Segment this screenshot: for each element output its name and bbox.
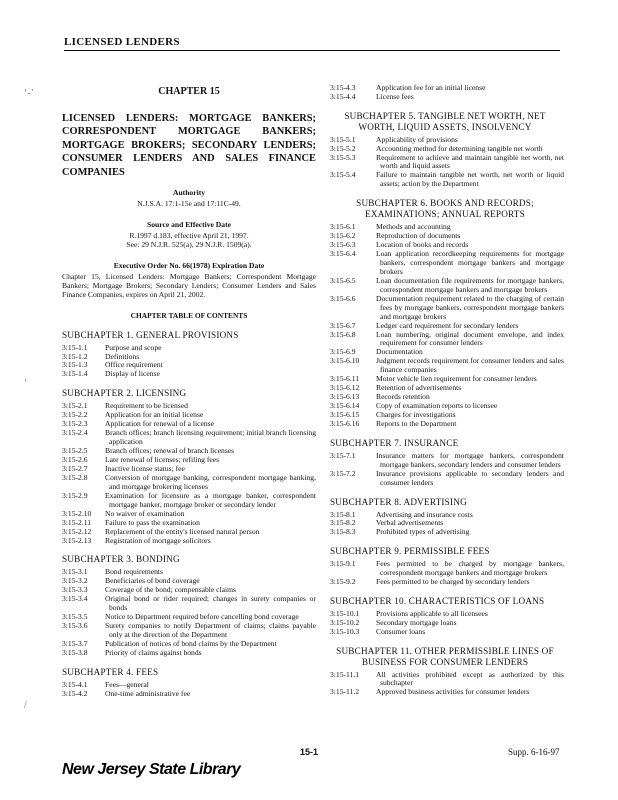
section-number: 3:15-10.2 [330, 617, 360, 627]
toc-entry [330, 619, 564, 628]
section-list [330, 610, 564, 637]
source-heading: Source and Effective Date [146, 220, 231, 230]
section-number: 3:15-6.16 [330, 419, 360, 429]
section-title: Definitions [105, 351, 140, 361]
section-number: 3:15-3.3 [62, 585, 88, 595]
toc-entry [330, 528, 564, 537]
section-number: 3:15-2.10 [62, 508, 92, 518]
section-title: Documentation requirement related to the charging of certain fees by mortgage bankers, correspondent mortgage bankers and mortgage brokers [376, 293, 564, 321]
section-number: 3:15-3.6 [62, 621, 88, 631]
toc-entry [62, 649, 316, 658]
toc-entry [330, 452, 564, 470]
subchapter-heading: SUBCHAPTER 6. BOOKS AND RECORDS; EXAMINATIONS; ANNUAL REPORTS [356, 198, 534, 220]
section-title: Accounting method for determining tangible net worth [376, 143, 543, 153]
margin-mark: ‘-’ [24, 88, 34, 99]
section-title: Inactive license status; fee [105, 463, 185, 473]
section-title: Office requirement [105, 360, 163, 370]
section-number: 3:15-6.3 [330, 239, 356, 249]
toc-entry [330, 84, 564, 93]
section-title: Loan numbering, original document envelope, and index requirement for consumer lenders [376, 329, 564, 348]
section-title: Original bond or rider required; changes in surety companies or bonds [105, 594, 316, 613]
subchapter-heading: SUBCHAPTER 8. ADVERTISING [330, 496, 467, 507]
section-title: Publication of notices of bond claims by the Department [105, 638, 277, 648]
section-title: Branch offices; renewal of branch licenses [105, 445, 235, 455]
section-number: 3:15-11.2 [330, 687, 360, 697]
section-number: 3:15-9.2 [330, 577, 356, 587]
section-number: 3:15-6.4 [330, 248, 356, 258]
section-title: Display of license [105, 369, 160, 379]
section-title: Requirement to be licensed [105, 401, 188, 411]
toc-entry [62, 370, 316, 379]
section-number: 3:15-2.8 [62, 472, 88, 482]
section-title: Coverage of the bond; compensable claims [105, 585, 236, 595]
subchapter-heading: SUBCHAPTER 7. INSURANCE [330, 437, 459, 448]
section-title: License fees [376, 91, 414, 101]
toc-entry [330, 688, 564, 697]
section-number: 3:15-2.2 [62, 410, 88, 420]
subchapter-heading: SUBCHAPTER 9. PERMISSIBLE FEES [330, 546, 490, 557]
section-number: 3:15-10.3 [330, 626, 360, 636]
section-title: Late renewal of licenses; refiling fees [105, 454, 220, 464]
section-number: 3:15-8.3 [330, 527, 356, 537]
supplement-date: Supp. 6-16-97 [508, 747, 560, 757]
section-list [330, 223, 564, 429]
section-number: 3:15-5.2 [330, 143, 356, 153]
section-title: Secondary mortgage loans [376, 617, 457, 627]
section-title: Reports to the Department [376, 419, 457, 429]
toc-entry [62, 353, 316, 362]
section-title: Requirement to achieve and maintain tangible net worth, net worth and liquid assets [376, 152, 564, 171]
exec-order-text: Chapter 15, Licensed Lenders: Mortgage Bankers; Correspondent Mortgage Bankers; Mortgage Brokers; Secondary Lenders; Consumer Lenders and Sales Finance Companies, expires on April 21, 2002. [62, 272, 316, 299]
section-number: 3:15-4.4 [330, 91, 356, 101]
chapter-number: CHAPTER 15 [158, 86, 220, 97]
section-number: 3:15-6.11 [330, 374, 360, 384]
section-number: 3:15-1.3 [62, 360, 88, 370]
section-title: Conversion of mortgage banking, correspondent mortgage banking, and mortgage brokering licenses [105, 472, 316, 491]
section-title: Application for an initial license [105, 410, 204, 420]
section-number: 3:15-10.1 [330, 608, 360, 618]
section-number: 3:15-8.1 [330, 509, 356, 519]
section-title: Retention of advertisements [376, 383, 462, 393]
section-title: Charges for investigations [376, 410, 456, 420]
exec-order-heading: Executive Order No. 66(1978) Expiration Date [113, 261, 265, 271]
section-title: Loan documentation file requirements for mortgage bankers, correspondent mortgage bankers and mortgage brokers [376, 275, 564, 294]
section-title: Replacement of the entity's licensed natural person [105, 526, 260, 536]
subchapter-heading: SUBCHAPTER 5. TANGIBLE NET WORTH, NET WORTH, LIQUID ASSETS, INSOLVENCY [344, 110, 546, 132]
chapter-title: LICENSED LENDERS: MORTGAGE BANKERS; CORRESPONDENT MORTGAGE BANKERS; MORTGAGE BROKERS; SECONDARY LENDERS; CONSUMER LENDERS AND SALES FINANCE COMPANIES [62, 112, 316, 178]
section-number: 3:15-6.8 [330, 329, 356, 339]
section-number: 3:15-4.2 [62, 688, 88, 698]
section-title: Bond requirements [105, 567, 163, 577]
section-title: Copy of examination reports to licensee [376, 401, 498, 411]
toc-entry [330, 154, 564, 172]
section-list [330, 511, 564, 538]
section-number: 3:15-6.12 [330, 383, 360, 393]
section-number: 3:15-4.1 [62, 679, 88, 689]
section-title: Loan application recordkeeping requirements for mortgage bankers, correspondent mortgage bankers and mortgage brokers [376, 248, 564, 276]
section-number: 3:15-2.5 [62, 445, 88, 455]
left-column [62, 86, 316, 699]
toc-entry [62, 537, 316, 546]
section-title: All activities prohibited except as authorized by this subchapter [376, 669, 564, 688]
section-list [330, 84, 564, 102]
section-title: One-time administrative fee [105, 688, 191, 698]
source-line: R.1997 d.183, effective April 21, 1997. [129, 231, 249, 241]
toc-entry [330, 578, 564, 587]
section-number: 3:15-6.5 [330, 275, 356, 285]
toc-entry [330, 384, 564, 393]
section-title: Fees permitted to be charged by mortgage bankers, correspondent mortgage bankers and mortgage brokers [376, 559, 564, 578]
toc-entry [330, 277, 564, 295]
toc-entry [330, 420, 564, 429]
toc-entry [330, 560, 564, 578]
section-number: 3:15-3.5 [62, 612, 88, 622]
subchapter-heading: SUBCHAPTER 2. LICENSING [62, 388, 187, 399]
toc-entry [330, 628, 564, 637]
section-number: 3:15-4.3 [330, 83, 356, 92]
section-number: 3:15-2.3 [62, 419, 88, 429]
section-title: Judgment records requirement for consumer lenders and sales finance companies [376, 356, 564, 375]
section-title: Examination for licensure as a mortgage banker, correspondent mortgage banker, mortgage broker or secondary lender [105, 490, 316, 509]
section-list [62, 568, 316, 658]
section-title: No waiver of examination [105, 508, 185, 518]
section-number: 3:15-3.4 [62, 594, 88, 604]
section-title: Location of books and records [376, 239, 469, 249]
toc-entry [62, 690, 316, 699]
toc-entry [330, 171, 564, 189]
section-title: Insurance matters for mortgage bankers, correspondent mortgage bankers, secondary lenders and consumer lenders [376, 450, 564, 469]
section-title: Methods and accounting [376, 222, 451, 232]
section-title: Consumer loans [376, 626, 426, 636]
toc-heading: CHAPTER TABLE OF CONTENTS [130, 310, 248, 320]
section-title: Application for renewal of a license [105, 419, 215, 429]
running-header: LICENSED LENDERS [64, 36, 180, 48]
section-title: Fees—general [105, 679, 149, 689]
section-title: Insurance provisions applicable to secondary lenders and consumer lenders [376, 468, 564, 487]
toc-entry [62, 344, 316, 353]
toc-entry [62, 492, 316, 510]
section-number: 3:15-2.7 [62, 463, 88, 473]
section-number: 3:15-2.4 [62, 428, 88, 438]
section-title: Approved business activities for consumer lenders [376, 687, 530, 697]
section-title: Notice to Department required before cancelling bond coverage [105, 612, 299, 622]
section-number: 3:15-8.2 [330, 518, 356, 528]
margin-mark: / [24, 700, 27, 711]
section-title: Purpose and scope [105, 342, 162, 352]
toc-entry [330, 511, 564, 520]
section-number: 3:15-2.9 [62, 490, 88, 500]
section-title: Prohibited types of advertising [376, 527, 470, 537]
toc-entry [62, 456, 316, 465]
toc-entry [330, 93, 564, 102]
toc-entry [330, 470, 564, 488]
margin-mark: ‘ [24, 378, 28, 389]
section-number: 3:15-5.4 [330, 170, 356, 180]
section-number: 3:15-6.2 [330, 231, 356, 241]
source-line: See: 29 N.J.R. 525(a), 29 N.J.R. 1509(a). [126, 240, 252, 250]
toc-entry [62, 429, 316, 447]
section-number: 3:15-2.6 [62, 454, 88, 464]
section-number: 3:15-6.10 [330, 356, 360, 366]
authority-heading: Authority [172, 188, 206, 198]
section-number: 3:15-6.13 [330, 392, 360, 402]
right-column [330, 84, 564, 697]
section-number: 3:15-11.1 [330, 669, 360, 679]
section-number: 3:15-3.1 [62, 567, 88, 577]
section-title: Provisions applicable to all licensees [376, 608, 488, 618]
toc-entry [62, 361, 316, 370]
section-title: Branch offices; branch licensing requirement; initial branch licensing application [105, 428, 316, 447]
section-number: 3:15-3.7 [62, 638, 88, 648]
section-number: 3:15-6.9 [330, 347, 356, 357]
section-title: Documentation [376, 347, 423, 357]
toc-entry [62, 474, 316, 492]
section-number: 3:15-9.1 [330, 559, 356, 569]
section-title: Applicability of provisions [376, 134, 458, 144]
subchapter-heading: SUBCHAPTER 1. GENERAL PROVISIONS [62, 329, 239, 340]
section-number: 3:15-6.1 [330, 222, 356, 232]
subchapter-heading: SUBCHAPTER 3. BONDING [62, 554, 180, 565]
section-list [330, 671, 564, 698]
section-list [62, 344, 316, 380]
section-number: 3:15-3.8 [62, 647, 88, 657]
section-number: 3:15-2.11 [62, 517, 92, 527]
toc-entry [330, 250, 564, 277]
library-stamp: New Jersey State Library [62, 761, 241, 778]
section-list [62, 681, 316, 699]
section-title: Application fee for an initial license [376, 83, 486, 92]
section-title: Beneficiaries of bond coverage [105, 576, 200, 586]
section-title: Verbal advertisements [376, 518, 444, 528]
section-title: Motor vehicle lien requirement for consumer lenders [376, 374, 537, 384]
section-list [330, 560, 564, 587]
section-number: 3:15-7.2 [330, 468, 356, 478]
authority-text: N.J.S.A. 17:1-15e and 17:11C-49. [137, 199, 241, 209]
toc-entry [330, 331, 564, 349]
section-number: 3:15-6.7 [330, 320, 356, 330]
section-title: Records retention [376, 392, 430, 402]
section-list [330, 452, 564, 488]
subchapter-heading: SUBCHAPTER 10. CHARACTERISTICS OF LOANS [330, 596, 545, 607]
section-title: Surety companies to notify Department of claims; claims payable only at the direction of the Department [105, 621, 316, 639]
toc-entry [62, 622, 316, 640]
toc-entry [330, 671, 564, 689]
section-title: Fees permitted to be charged by secondary lenders [376, 577, 530, 587]
section-title: Priority of claims against bonds [105, 647, 202, 657]
section-number: 3:15-6.15 [330, 410, 360, 420]
section-title: Failure to maintain tangible net worth, net worth or liquid assets; action by the Department [376, 170, 564, 189]
section-number: 3:15-1.2 [62, 351, 88, 361]
toc-entry [330, 357, 564, 375]
section-number: 3:15-1.1 [62, 342, 88, 352]
subchapter-heading: SUBCHAPTER 4. FEES [62, 666, 159, 677]
section-title: Registration of mortgage solicitors [105, 535, 211, 545]
section-number: 3:15-1.4 [62, 369, 88, 379]
section-number: 3:15-5.1 [330, 134, 356, 144]
page-number: 15-1 [300, 747, 319, 757]
section-title: Failure to pass the examination [105, 517, 200, 527]
section-title: Advertising and insurance costs [376, 509, 473, 519]
section-title: Ledger card requirement for secondary lenders [376, 320, 519, 330]
toc-entry [330, 295, 564, 322]
section-list [330, 136, 564, 190]
section-number: 3:15-6.14 [330, 401, 360, 411]
section-number: 3:15-5.3 [330, 152, 356, 162]
section-number: 3:15-7.1 [330, 450, 356, 460]
section-title: Reproduction of documents [376, 231, 461, 241]
section-number: 3:15-2.12 [62, 526, 92, 536]
toc-entry [62, 595, 316, 613]
section-list [62, 402, 316, 545]
section-number: 3:15-3.2 [62, 576, 88, 586]
section-number: 3:15-2.13 [62, 535, 92, 545]
section-number: 3:15-2.1 [62, 401, 88, 411]
subchapter-heading: SUBCHAPTER 11. OTHER PERMISSIBLE LINES OF BUSINESS FOR CONSUMER LENDERS [336, 645, 554, 667]
header-rule [64, 50, 560, 51]
section-number: 3:15-6.6 [330, 293, 356, 303]
